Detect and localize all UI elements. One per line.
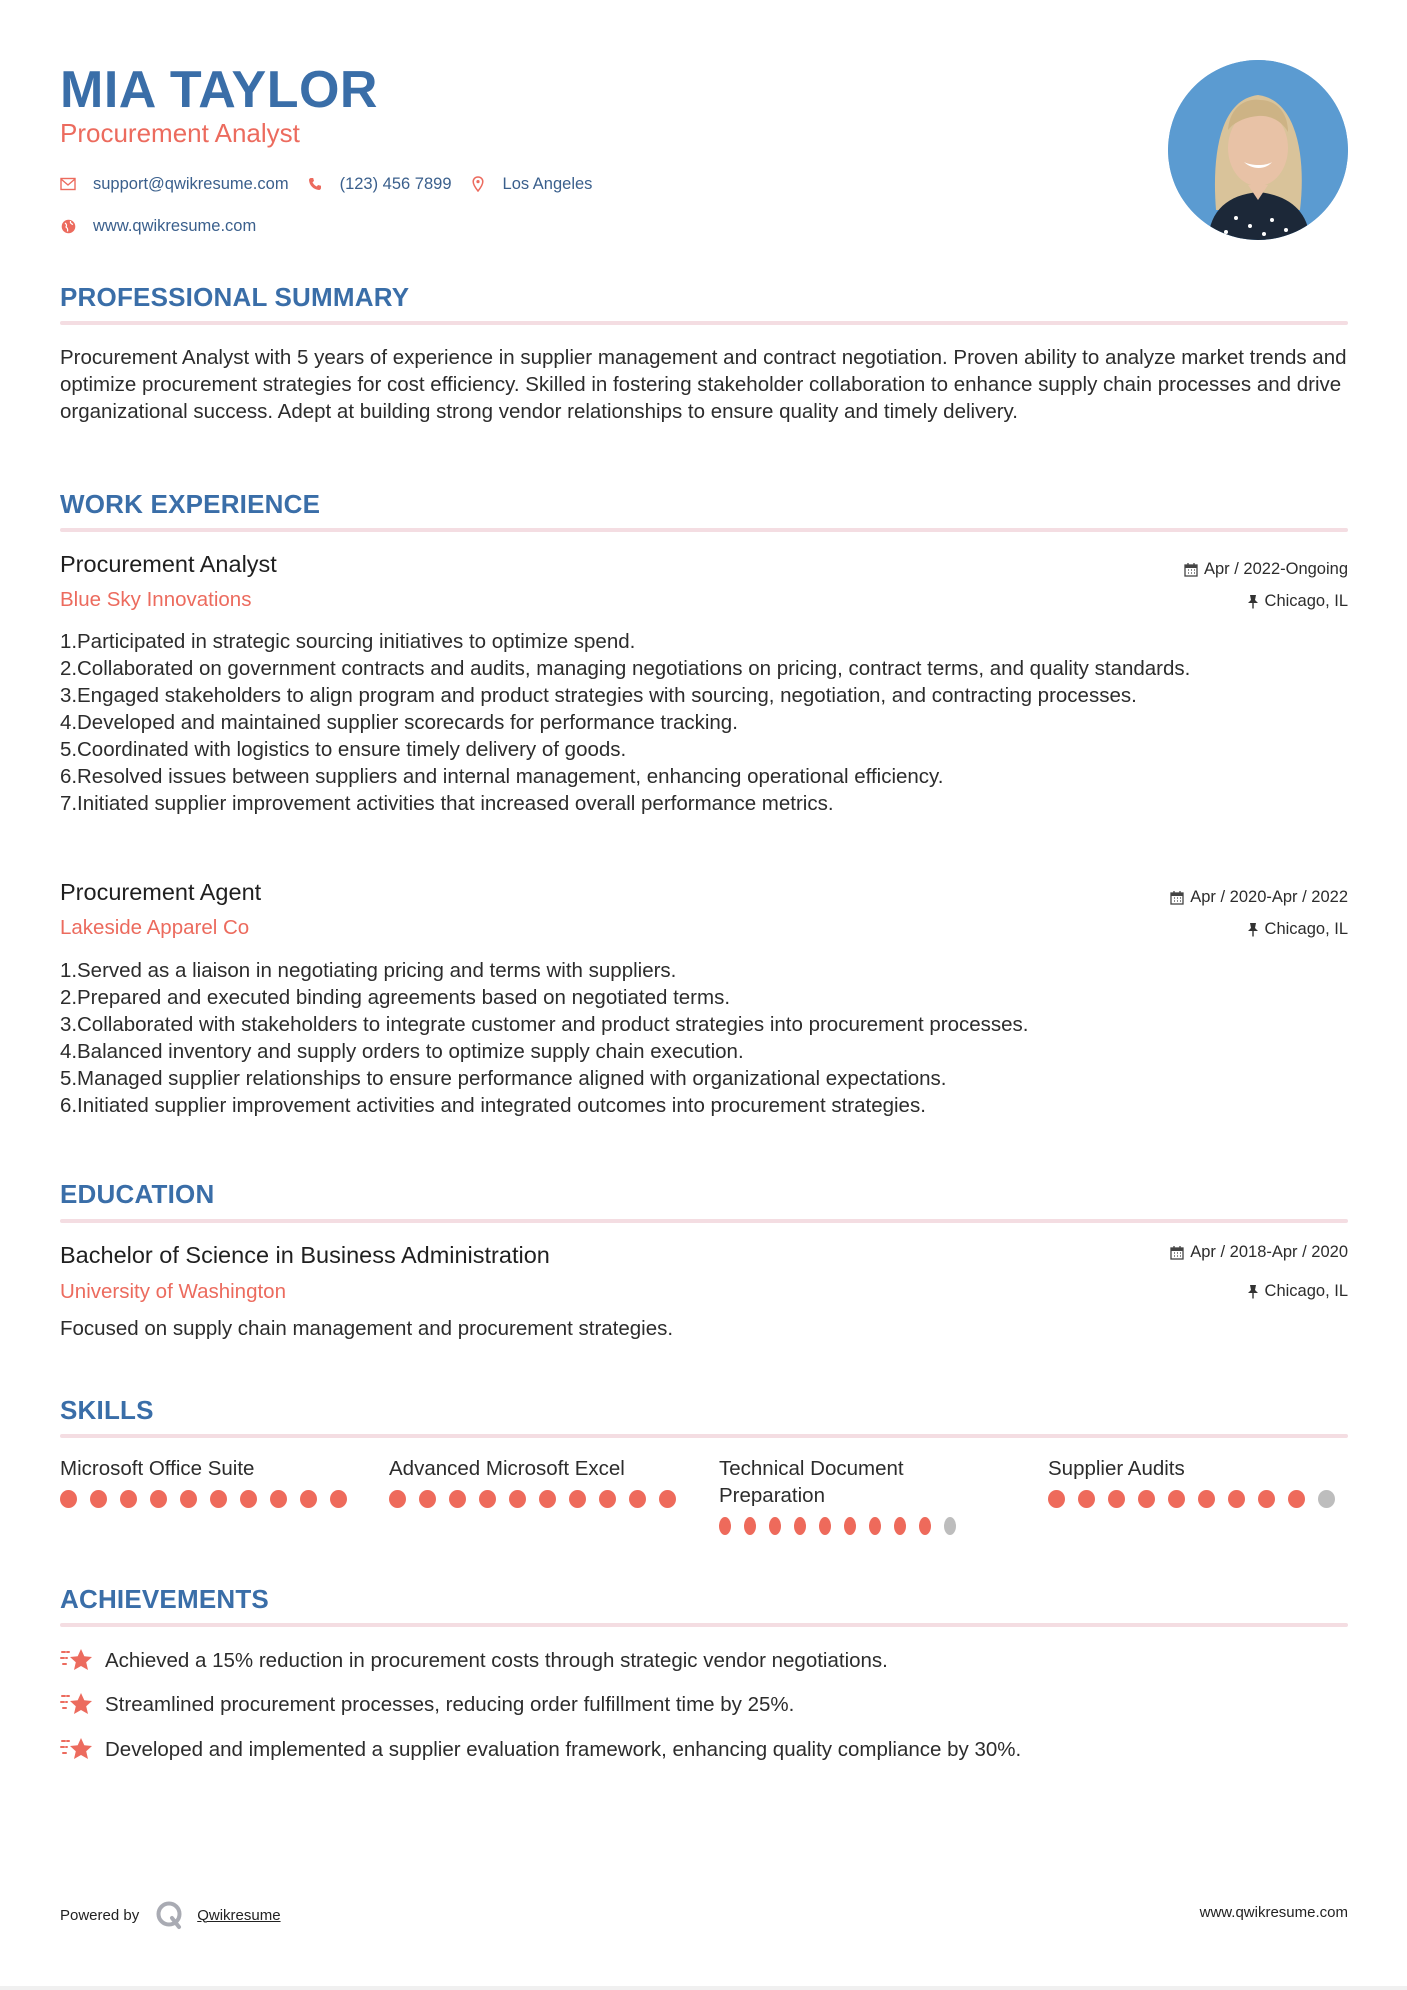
- job-bullets: [60, 957, 1348, 1119]
- skill-rating: [719, 1517, 969, 1535]
- rating-dot-filled: [569, 1490, 586, 1508]
- skill-item: [60, 1455, 360, 1508]
- education-dates: [1170, 1242, 1348, 1262]
- website-link[interactable]: www.qwikresume.com: [93, 216, 257, 235]
- rating-dot-filled: [1198, 1490, 1215, 1508]
- rating-dot-filled: [240, 1490, 257, 1508]
- rating-dot-filled: [180, 1490, 197, 1508]
- rating-dot-filled: [90, 1490, 107, 1508]
- skill-item: [1048, 1455, 1348, 1508]
- shooting-star-icon: [60, 1735, 94, 1763]
- rating-dot-filled: [210, 1490, 227, 1508]
- job-dates: [1184, 559, 1348, 579]
- rating-dot-empty: [1318, 1490, 1335, 1508]
- footer-powered-by: [60, 1900, 281, 1930]
- job-title: Procurement Analyst: [60, 551, 277, 577]
- achievement-item: [60, 1646, 888, 1674]
- rating-dot-filled: [744, 1517, 756, 1535]
- job-location: [1247, 919, 1348, 939]
- skill-name: Microsoft Office Suite: [60, 1457, 255, 1480]
- skill-rating: [389, 1490, 689, 1508]
- rating-dot-filled: [1078, 1490, 1095, 1508]
- achievement-text: Developed and implemented a supplier evaluation framework, enhancing quality compliance by 30%.: [105, 1737, 1022, 1761]
- globe-icon: [60, 218, 76, 234]
- shooting-star-icon: [60, 1690, 94, 1718]
- rating-dot-filled: [1228, 1490, 1245, 1508]
- rating-dot-filled: [1258, 1490, 1275, 1508]
- location-text: Chicago, IL: [1264, 1282, 1348, 1300]
- section-divider: [60, 1623, 1348, 1627]
- rating-dot-empty: [944, 1517, 956, 1535]
- rating-dot-filled: [1168, 1490, 1185, 1508]
- rating-dot-filled: [150, 1490, 167, 1508]
- education-description: Focused on supply chain management and procurement strategies.: [60, 1317, 674, 1340]
- degree-title: Bachelor of Science in Business Administration: [60, 1242, 550, 1268]
- calendar-icon: [1170, 890, 1184, 905]
- location-text: Chicago, IL: [1264, 592, 1348, 610]
- date-range: Apr / 2022-Ongoing: [1203, 560, 1348, 578]
- rating-dot-filled: [1138, 1490, 1155, 1508]
- rating-dot-filled: [1108, 1490, 1125, 1508]
- achievement-text: Streamlined procurement processes, reducing order fulfillment time by 25%.: [105, 1692, 795, 1716]
- skill-name: Supplier Audits: [1048, 1457, 1185, 1480]
- company-name: Lakeside Apparel Co: [60, 916, 250, 939]
- location-text: Los Angeles: [502, 174, 593, 193]
- list-item: 7. Initiated supplier improvement activities that increased overall performance metrics.: [60, 792, 834, 815]
- phone-icon: [307, 176, 323, 192]
- experience-heading: WORK EXPERIENCE: [60, 489, 321, 519]
- rating-dot-filled: [629, 1490, 646, 1508]
- qwikresume-link[interactable]: Qwikresume: [197, 1906, 281, 1924]
- job-location: [1247, 591, 1348, 611]
- rating-dot-filled: [449, 1490, 466, 1508]
- list-item: 2. Collaborated on government contracts and audits, managing negotiations on pricing, contract terms, and quality standards.: [60, 657, 1191, 680]
- footer-website[interactable]: www.qwikresume.com: [1199, 1904, 1348, 1921]
- location-text: Chicago, IL: [1264, 920, 1348, 938]
- date-range: Apr / 2018-Apr / 2020: [1190, 1243, 1348, 1261]
- summary-heading: PROFESSIONAL SUMMARY: [60, 282, 410, 312]
- section-divider: [60, 1219, 1348, 1223]
- phone-number[interactable]: (123) 456 7899: [339, 174, 452, 193]
- list-item: 1. Served as a liaison in negotiating pricing and terms with suppliers.: [60, 959, 677, 982]
- education-location: [1247, 1281, 1348, 1301]
- rating-dot-filled: [330, 1490, 347, 1508]
- profile-photo: [1168, 60, 1348, 240]
- list-item: 4. Balanced inventory and supply orders to optimize supply chain execution.: [60, 1040, 744, 1063]
- date-range: Apr / 2020-Apr / 2022: [1190, 888, 1348, 906]
- rating-dot-filled: [769, 1517, 781, 1535]
- pushpin-icon: [1247, 922, 1259, 937]
- list-item: 5. Managed supplier relationships to ensure performance aligned with organizational expectations.: [60, 1067, 947, 1090]
- rating-dot-filled: [539, 1490, 556, 1508]
- rating-dot-filled: [869, 1517, 881, 1535]
- list-item: 5. Coordinated with logistics to ensure timely delivery of goods.: [60, 738, 627, 761]
- page-bottom-border: [0, 1986, 1407, 1990]
- education-heading: EDUCATION: [60, 1179, 215, 1209]
- list-item: 6. Resolved issues between suppliers and internal management, enhancing operational efficiency.: [60, 765, 944, 788]
- envelope-icon: [60, 176, 76, 192]
- rating-dot-filled: [894, 1517, 906, 1535]
- achievement-item: [60, 1690, 794, 1718]
- rating-dot-filled: [270, 1490, 287, 1508]
- section-divider: [60, 321, 1348, 325]
- list-item: 3. Engaged stakeholders to align program and product strategies with sourcing, negotiation, and contracting processes.: [60, 684, 1137, 707]
- skill-item: [389, 1455, 689, 1508]
- rating-dot-filled: [479, 1490, 496, 1508]
- rating-dot-filled: [120, 1490, 137, 1508]
- skill-rating: [60, 1490, 360, 1508]
- section-divider: [60, 1434, 1348, 1438]
- achievement-text: Achieved a 15% reduction in procurement costs through strategic vendor negotiations.: [105, 1648, 888, 1672]
- summary-text: Procurement Analyst with 5 years of experience in supplier management and contract negotiation. Proven ability to analyze market trends and optimize procurement strategies for cost efficiency. Skilled in fostering stakeholder collaboration to enhance supply chain processes and drive organizational success. Adept at building strong vendor relationships to ensure quality and timely delivery.: [60, 346, 1347, 423]
- powered-by-label: Powered by: [60, 1906, 140, 1924]
- contact-row: [60, 173, 610, 195]
- contact-row-website: [60, 215, 274, 237]
- skill-name: Technical Document Preparation: [719, 1457, 904, 1507]
- rating-dot-filled: [599, 1490, 616, 1508]
- skill-item: [719, 1455, 969, 1535]
- job-dates: [1170, 887, 1348, 907]
- list-item: 2. Prepared and executed binding agreements based on negotiated terms.: [60, 986, 731, 1009]
- qwikresume-logo-icon: [155, 1900, 185, 1930]
- list-item: 6. Initiated supplier improvement activities and integrated outcomes into procurement strategies.: [60, 1094, 926, 1117]
- rating-dot-filled: [819, 1517, 831, 1535]
- pushpin-icon: [1247, 594, 1259, 609]
- rating-dot-filled: [419, 1490, 436, 1508]
- rating-dot-filled: [844, 1517, 856, 1535]
- email-link[interactable]: support@qwikresume.com: [93, 174, 289, 193]
- map-pin-icon: [470, 176, 486, 192]
- rating-dot-filled: [919, 1517, 931, 1535]
- candidate-title: Procurement Analyst: [60, 118, 300, 148]
- section-divider: [60, 528, 1348, 532]
- achievements-heading: ACHIEVEMENTS: [60, 1584, 269, 1614]
- calendar-icon: [1170, 1245, 1184, 1260]
- list-item: 1. Participated in strategic sourcing initiatives to optimize spend.: [60, 630, 636, 653]
- job-title: Procurement Agent: [60, 879, 262, 905]
- rating-dot-filled: [389, 1490, 406, 1508]
- list-item: 4. Developed and maintained supplier scorecards for performance tracking.: [60, 711, 738, 734]
- candidate-name: MIA TAYLOR: [60, 61, 378, 119]
- rating-dot-filled: [659, 1490, 676, 1508]
- skill-name: Advanced Microsoft Excel: [389, 1457, 625, 1480]
- shooting-star-icon: [60, 1646, 94, 1674]
- rating-dot-filled: [719, 1517, 731, 1535]
- school-name: University of Washington: [60, 1280, 286, 1303]
- rating-dot-filled: [300, 1490, 317, 1508]
- company-name: Blue Sky Innovations: [60, 588, 252, 611]
- job-bullets: [60, 628, 1348, 817]
- skill-rating: [1048, 1490, 1348, 1508]
- skills-heading: SKILLS: [60, 1395, 154, 1425]
- rating-dot-filled: [60, 1490, 77, 1508]
- rating-dot-filled: [794, 1517, 806, 1535]
- rating-dot-filled: [509, 1490, 526, 1508]
- pushpin-icon: [1247, 1284, 1259, 1299]
- rating-dot-filled: [1288, 1490, 1305, 1508]
- list-item: 3. Collaborated with stakeholders to integrate customer and product strategies into procurement processes.: [60, 1013, 1029, 1036]
- achievement-item: [60, 1735, 1021, 1763]
- calendar-icon: [1184, 562, 1198, 577]
- rating-dot-filled: [1048, 1490, 1065, 1508]
